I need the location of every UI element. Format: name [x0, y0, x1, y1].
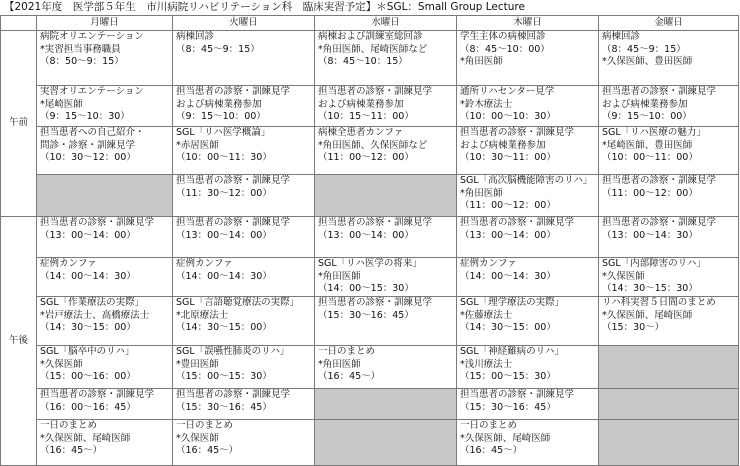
period-label-am: 午前 [1, 31, 37, 217]
cell-line: （15：30〜16：45） [460, 401, 556, 413]
cell-line: SGL「作業療法の実際」 [40, 297, 145, 308]
cell-line: *赤居医師 [176, 139, 219, 151]
cell-line: 問診・診察・訓練見学 [40, 139, 136, 151]
cell-line: *角田医師 [460, 187, 503, 199]
schedule-row [1, 420, 739, 466]
cell-line: （15：30〜16：45） [176, 401, 272, 413]
period-label-pm: 午後 [1, 217, 37, 466]
document-title: 【2021年度 医学部５年生 市川病院リハビリテーション科 臨床実習予定】＊SGL：Small Group Lecture [4, 1, 525, 13]
schedule-row [1, 217, 739, 258]
cell-line: SGL「言語聴覚療法の実際」 [176, 297, 300, 308]
cell-line: （16：45〜） [176, 445, 239, 457]
cell-line: （8：45〜10：15） [318, 56, 408, 68]
schedule-cell [315, 127, 457, 175]
schedule-cell [173, 175, 315, 217]
schedule-cell [315, 86, 457, 127]
cell-line: 担当患者の診察・訓練見学 [318, 217, 433, 228]
schedule-cell [457, 31, 599, 86]
cell-line: 症例カンファ [40, 258, 97, 269]
cell-line: 病棟回診 [602, 31, 641, 42]
cell-line: *久保医師、豊田医師 [602, 56, 693, 68]
cell-line: 担当患者の診察・訓練見学 [460, 217, 575, 228]
cell-line: 病院オリエンテーション [40, 31, 144, 42]
schedule-table [0, 15, 739, 466]
schedule-cell [599, 127, 739, 175]
cell-line: リハ科実習５日間のまとめ [602, 297, 716, 308]
schedule-cell [457, 346, 599, 389]
cell-line: *鈴木療法士 [460, 98, 513, 110]
schedule-cell [599, 86, 739, 127]
cell-line: （14：30〜15：00） [460, 322, 556, 334]
schedule-row [1, 389, 739, 420]
cell-line: 担当患者の診察・訓練見学 [460, 127, 575, 138]
cell-line: （10：15〜11：00） [318, 111, 414, 123]
cell-line: 一日のまとめ [40, 420, 98, 431]
cell-line: 担当患者の診察・訓練見学 [176, 86, 291, 97]
cell-line: *角田医師、久保医師など [318, 139, 428, 151]
cell-line: 学生主体の病棟回診 [460, 31, 546, 42]
cell-line: （9：15〜10：30） [40, 111, 130, 123]
schedule-cell [457, 258, 599, 297]
cell-line: 担当患者の診察・訓練見学 [318, 297, 433, 308]
cell-line: *久保医師、尾崎医師 [602, 309, 693, 321]
cell-line: （15：00〜15：30） [176, 371, 272, 383]
cell-line: SGL「リハ医療の魅力」 [602, 127, 706, 138]
cell-line: （14：00〜14：30） [40, 270, 136, 282]
cell-line: 担当患者の診察・訓練見学 [176, 389, 291, 400]
cell-line: （14：00〜14：30） [460, 270, 556, 282]
schedule-cell [37, 297, 173, 346]
cell-line: 病棟および訓練室総回診 [318, 31, 423, 42]
cell-line: *角田医師 [318, 358, 361, 370]
cell-line: 担当患者の診察・訓練見学 [602, 175, 717, 186]
cell-line: （8：45〜9：15） [176, 43, 260, 55]
cell-line: *尾崎医師、豊田医師 [602, 139, 693, 151]
cell-line: （13：00〜14：30） [602, 229, 698, 241]
cell-line: *久保医師、尾崎医師 [460, 432, 551, 444]
schedule-row [1, 175, 739, 217]
schedule-cell [173, 420, 315, 466]
schedule-cell [37, 389, 173, 420]
empty-slot [37, 175, 173, 217]
cell-line: （13：00〜14：00） [460, 229, 556, 241]
cell-line: SGL「脳卒中のリハ」 [40, 346, 135, 357]
cell-line: （10：30〜12：00） [40, 152, 136, 164]
schedule-body [1, 31, 739, 466]
schedule-cell [457, 86, 599, 127]
cell-line: 担当患者の診察・訓練見学 [176, 217, 291, 228]
schedule-cell [457, 389, 599, 420]
cell-line: （8：45〜10：00） [460, 43, 550, 55]
cell-line: （11：00〜12：00） [460, 200, 556, 212]
cell-line: SGL「内部障害のリハ」 [602, 258, 706, 269]
cell-line: *久保医師 [40, 358, 83, 370]
schedule-cell [315, 297, 457, 346]
schedule-row [1, 86, 739, 127]
schedule-cell [599, 217, 739, 258]
schedule-cell [37, 127, 173, 175]
schedule-cell [173, 297, 315, 346]
schedule-cell [37, 346, 173, 389]
cell-line: 一日のまとめ [460, 420, 518, 431]
cell-line: （9：15〜10：00） [602, 111, 692, 123]
cell-line: 担当患者の診察・訓練見学 [602, 217, 717, 228]
cell-line: （15：30〜） [602, 322, 665, 334]
cell-line: *尾崎医師 [40, 98, 83, 110]
schedule-cell [457, 297, 599, 346]
cell-line: （11：00〜12：00） [318, 152, 414, 164]
schedule-cell [599, 31, 739, 86]
cell-line: 通所リハセンター見学 [460, 86, 555, 97]
cell-line: *浅川療法士 [460, 358, 513, 370]
empty-slot [599, 420, 739, 466]
cell-line: *角田医師 [460, 56, 503, 68]
cell-line: （13：00〜14：00） [176, 229, 272, 241]
empty-slot [315, 420, 457, 466]
schedule-cell [173, 127, 315, 175]
empty-slot [599, 389, 739, 420]
schedule-cell [173, 346, 315, 389]
schedule-cell [37, 31, 173, 86]
schedule-cell [37, 258, 173, 297]
cell-line: 一日のまとめ [176, 420, 234, 431]
schedule-cell [315, 31, 457, 86]
cell-line: *岩戸療法士、高橋療法士 [40, 309, 150, 321]
cell-line: 一日のまとめ [318, 346, 376, 357]
cell-line: （14：30〜15：30） [602, 283, 698, 295]
cell-line: （14：30〜15：00） [176, 322, 272, 334]
cell-line: および病棟業務参加 [460, 139, 546, 151]
cell-line: 担当患者の診察・訓練見学 [602, 86, 717, 97]
schedule-cell [599, 297, 739, 346]
cell-line: （13：00〜14：00） [40, 229, 136, 241]
weekday-header: 月曜日 [37, 16, 173, 31]
schedule-cell [37, 86, 173, 127]
cell-line: （16：45〜） [318, 371, 381, 383]
cell-line: SGL「リハ医学の将来」 [318, 258, 422, 269]
schedule-cell [173, 217, 315, 258]
cell-line: *佐藤療法士 [460, 309, 513, 321]
schedule-cell [173, 86, 315, 127]
schedule-cell [315, 346, 457, 389]
cell-line: （15：30〜16：45） [318, 309, 414, 321]
empty-slot [599, 346, 739, 389]
cell-line: （10：30〜11：00） [460, 152, 556, 164]
schedule-cell [599, 175, 739, 217]
cell-line: SGL「誤嚥性肺炎のリハ」 [176, 346, 290, 357]
cell-line: （10：00〜11：00） [602, 152, 698, 164]
cell-line: 症例カンファ [176, 258, 233, 269]
cell-line: 担当患者の診察・訓練見学 [40, 217, 155, 228]
schedule-cell [457, 420, 599, 466]
cell-line: （15：00〜15：30） [460, 371, 556, 383]
cell-line: SGL「理学療法の実際」 [460, 297, 565, 308]
cell-line: （14：30〜15：00） [40, 322, 136, 334]
cell-line: （8：50〜9：15） [40, 56, 124, 68]
cell-line: *久保医師 [602, 270, 645, 282]
cell-line: 担当患者の診察・訓練見学 [176, 175, 291, 186]
cell-line: 症例カンファ [460, 258, 517, 269]
schedule-row [1, 258, 739, 297]
cell-line: （9：15〜10：00） [176, 111, 266, 123]
schedule-cell [37, 420, 173, 466]
cell-line: （16：00〜16：45） [40, 401, 136, 413]
schedule-cell [315, 258, 457, 297]
cell-line: （14：00〜14：30） [176, 270, 272, 282]
empty-slot [315, 389, 457, 420]
schedule-cell [315, 217, 457, 258]
weekday-header: 金曜日 [599, 16, 739, 31]
cell-line: *実習担当事務職員 [40, 43, 121, 55]
cell-line: 実習オリエンテーション [40, 86, 144, 97]
schedule-cell [37, 217, 173, 258]
cell-line: SGL「リハ医学概論」 [176, 127, 271, 138]
cell-line: 病棟全患者カンファ [318, 127, 404, 138]
cell-line: *豊田医師 [176, 358, 219, 370]
cell-line: （10：00〜11：30） [176, 152, 272, 164]
cell-line: および病棟業務参加 [318, 98, 404, 110]
cell-line: （11：00〜12：00） [602, 187, 698, 199]
cell-line: *久保医師 [176, 432, 219, 444]
schedule-cell [457, 127, 599, 175]
weekday-header-row [1, 16, 739, 31]
schedule-row [1, 346, 739, 389]
cell-line: （8：45〜9：15） [602, 43, 686, 55]
cell-line: （11：30〜12：00） [176, 187, 272, 199]
weekday-header: 火曜日 [173, 16, 315, 31]
cell-line: （15：00〜16：00） [40, 371, 136, 383]
header-corner [1, 16, 37, 31]
schedule-cell [457, 217, 599, 258]
cell-line: 担当患者の診察・訓練見学 [318, 86, 433, 97]
schedule-cell [599, 258, 739, 297]
weekday-header: 木曜日 [457, 16, 599, 31]
cell-line: および病棟業務参加 [176, 98, 262, 110]
cell-line: （16：45〜） [460, 445, 523, 457]
cell-line: *角田医師 [318, 270, 361, 282]
schedule-row [1, 31, 739, 86]
cell-line: 担当患者への自己紹介・ [40, 127, 145, 138]
empty-slot [315, 175, 457, 217]
schedule-row [1, 297, 739, 346]
cell-line: *久保医師、尾崎医師 [40, 432, 131, 444]
cell-line: （14：00〜15：30） [318, 283, 414, 295]
cell-line: *北原療法士 [176, 309, 229, 321]
schedule-cell [457, 175, 599, 217]
cell-line: 担当患者の診察・訓練見学 [460, 389, 575, 400]
schedule-cell [173, 258, 315, 297]
cell-line: および病棟業務参加 [602, 98, 688, 110]
schedule-row [1, 127, 739, 175]
weekday-header: 水曜日 [315, 16, 457, 31]
cell-line: （13：00〜14：00） [318, 229, 414, 241]
cell-line: SGL「高次脳機能障害のリハ」 [460, 175, 593, 186]
schedule-cell [173, 31, 315, 86]
cell-line: *角田医師、尾崎医師など [318, 43, 428, 55]
cell-line: 担当患者の診察・訓練見学 [40, 389, 155, 400]
cell-line: （10：00〜10：30） [460, 111, 556, 123]
cell-line: SGL「神経難病のリハ」 [460, 346, 564, 357]
cell-line: （16：45〜） [40, 445, 103, 457]
schedule-cell [173, 389, 315, 420]
cell-line: 病棟回診 [176, 31, 215, 42]
